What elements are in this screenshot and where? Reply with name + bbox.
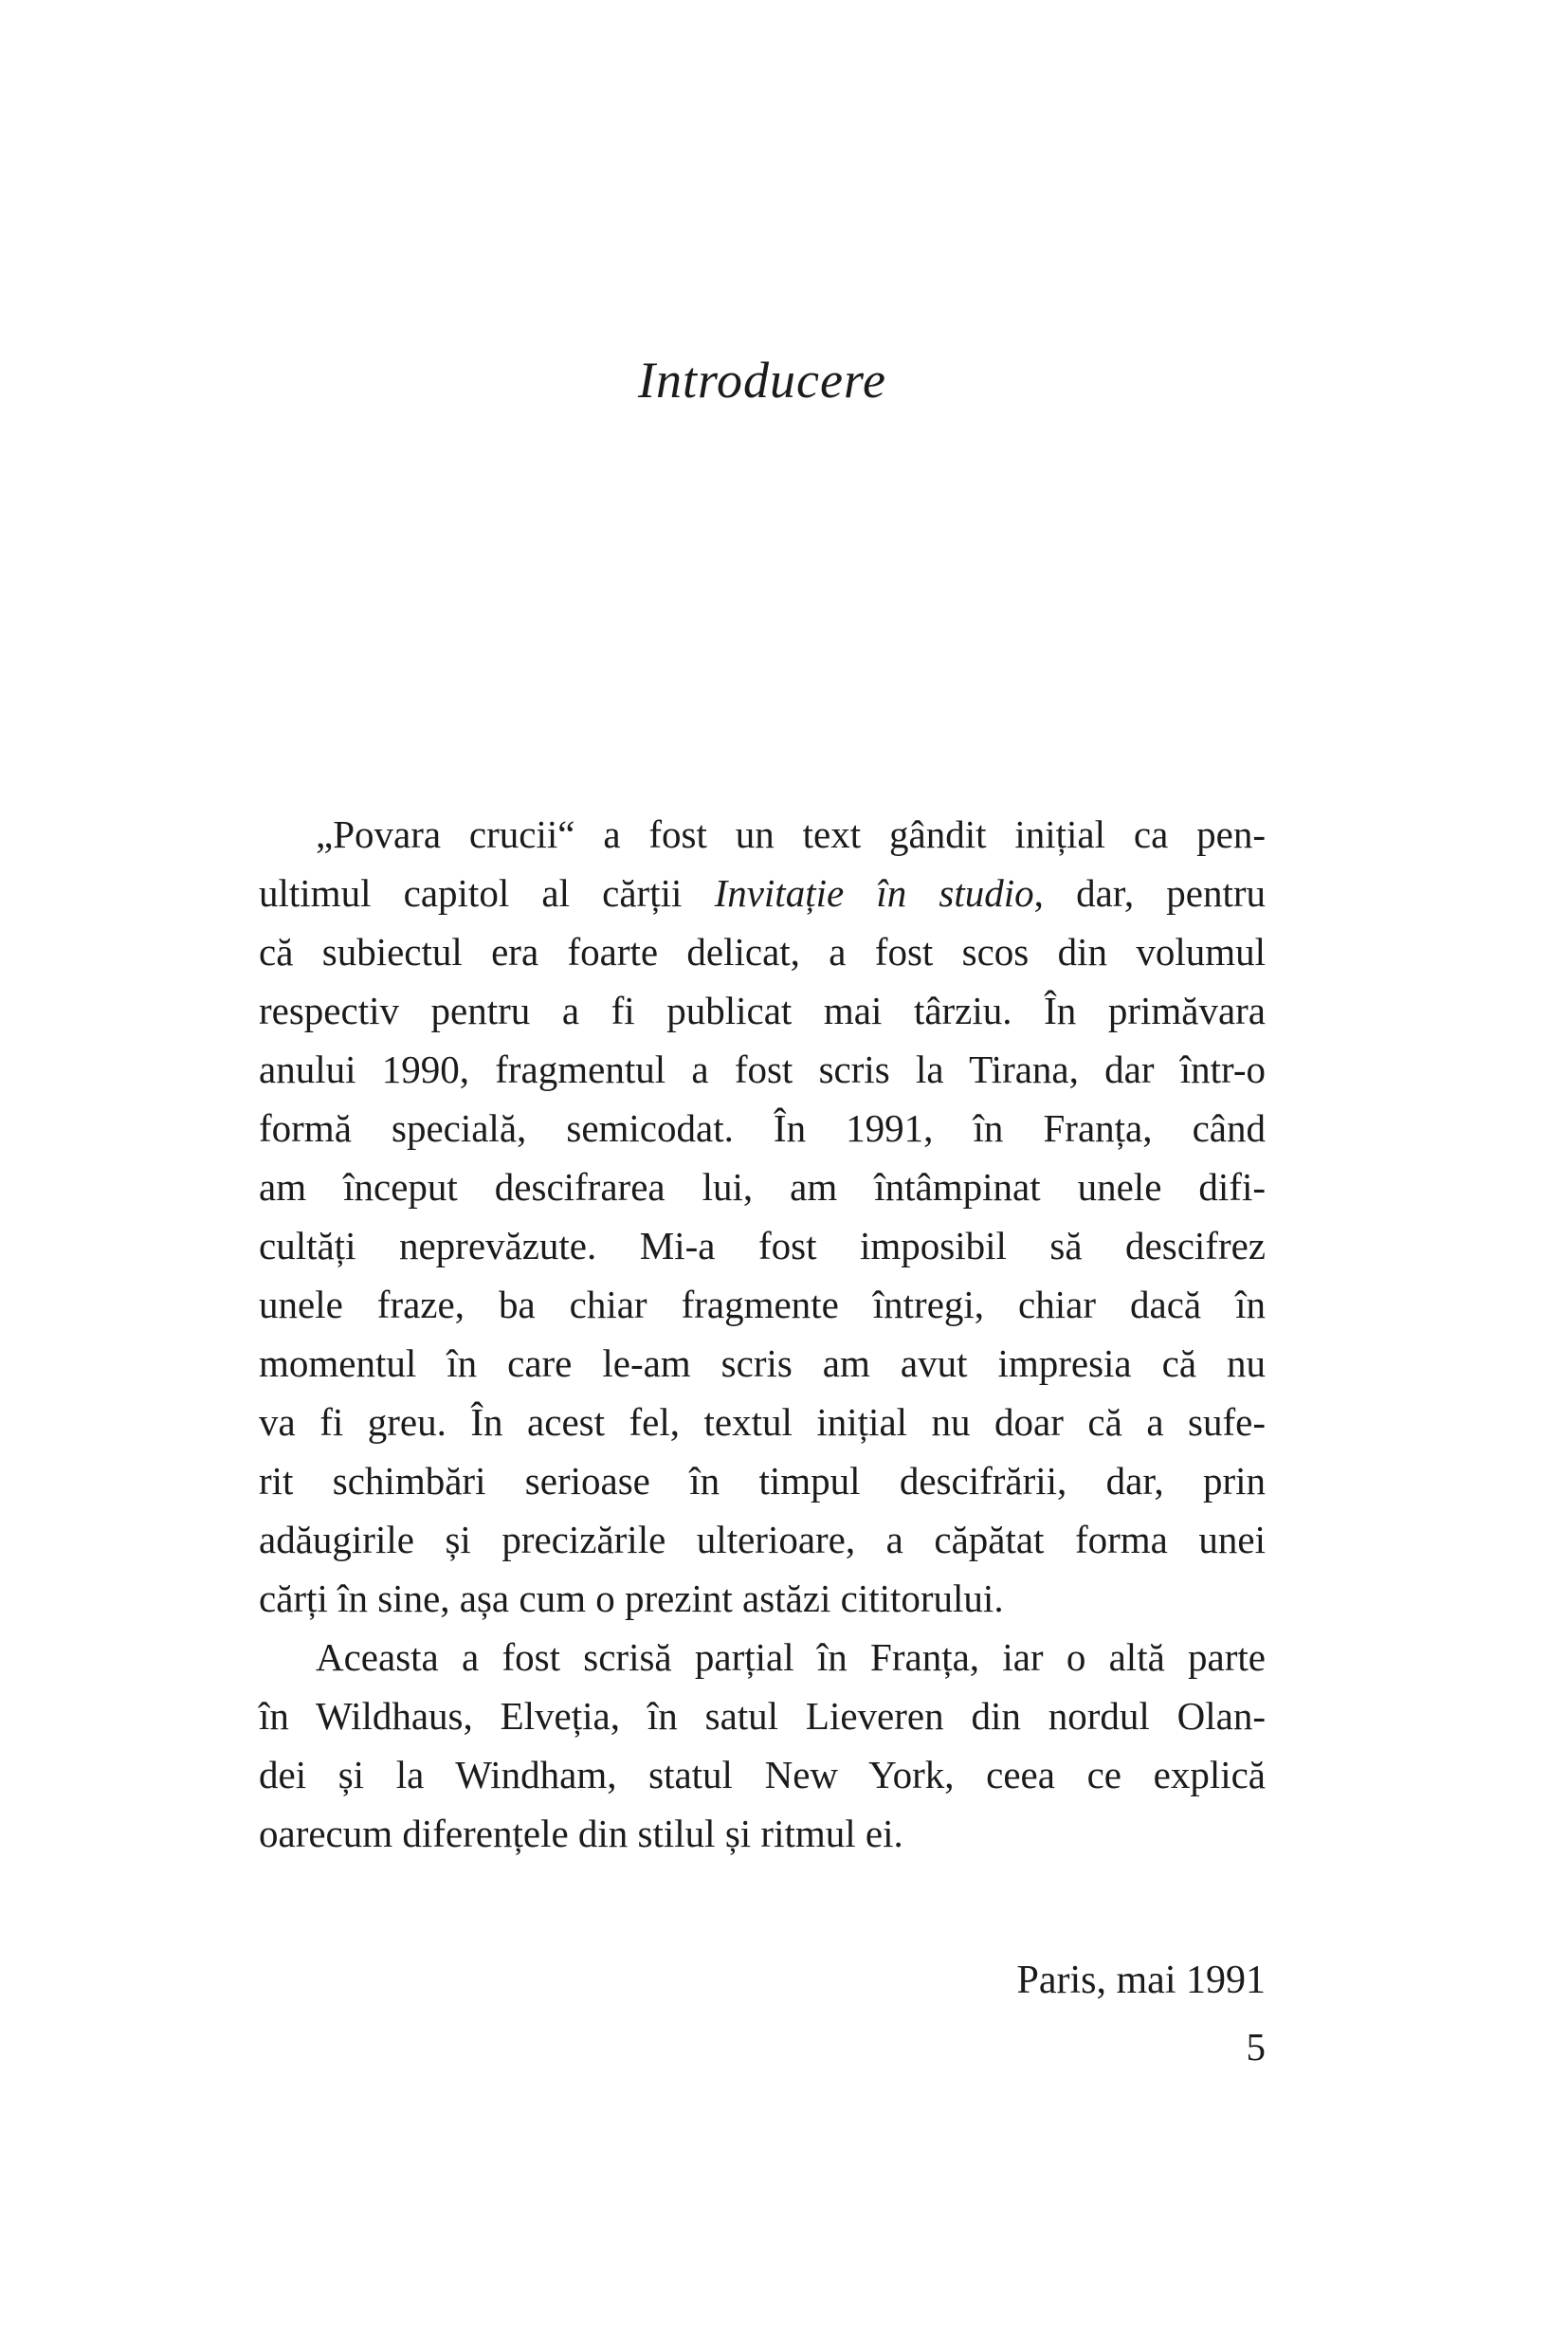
text-segment: ultimul capitol al cărții [259, 871, 715, 915]
text-segment: „Povara crucii“ a fost un text gândit inițial ca pen- [316, 812, 1266, 856]
text-line [259, 1157, 1266, 1216]
text-segment: în Wildhaus, Elveția, în satul Lieveren din nordul Olan- [259, 1694, 1266, 1738]
text-line [259, 1569, 1266, 1628]
text-segment: dei și la Windham, statul New York, ceea ce explică [259, 1753, 1266, 1796]
text-segment: respectiv pentru a fi publicat mai târziu. În primăvara [259, 989, 1266, 1032]
body-text [259, 805, 1266, 1863]
text-segment: cultăți neprevăzute. Mi-a fost imposibil să descifrez [259, 1224, 1266, 1267]
text-segment: momentul în care le-am scris am avut impresia că nu [259, 1341, 1266, 1385]
text-line [259, 1040, 1266, 1099]
text-segment: am început descifrarea lui, am întâmpinat unele difi- [259, 1165, 1266, 1209]
text-segment: rit schimbări serioase în timpul descifrării, dar, prin [259, 1459, 1266, 1503]
text-segment: formă specială, semicodat. În 1991, în Franța, când [259, 1106, 1266, 1150]
text-line [259, 1745, 1266, 1804]
text-segment: va fi greu. În acest fel, textul inițial nu doar că a sufe- [259, 1400, 1266, 1444]
paragraph [259, 1628, 1266, 1863]
text-line [259, 1628, 1266, 1686]
page-title: Introducere [638, 352, 886, 409]
text-segment: unele fraze, ba chiar fragmente întregi, chiar dacă în [259, 1283, 1266, 1326]
text-line [259, 1510, 1266, 1569]
text-line [259, 805, 1266, 864]
text-line [259, 1275, 1266, 1334]
text-line [259, 922, 1266, 981]
text-line [259, 864, 1266, 922]
text-line [259, 981, 1266, 1040]
text-segment: Aceasta a fost scrisă parțial în Franța, iar o altă parte [316, 1635, 1266, 1679]
text-segment: oarecum diferențele din stilul și ritmul ei. [259, 1812, 903, 1855]
italic-book-title: Invitație în studio [714, 871, 1034, 915]
text-line [259, 1451, 1266, 1510]
text-segment: că subiectul era foarte delicat, a fost scos din volumul [259, 930, 1266, 974]
signature-line: Paris, mai 1991 [1016, 1959, 1266, 2002]
text-segment: cărți în sine, așa cum o prezint astăzi cititorului. [259, 1576, 1004, 1620]
text-line [259, 1099, 1266, 1157]
text-line [259, 1393, 1266, 1451]
page-number: 5 [1246, 2025, 1266, 2069]
text-line [259, 1686, 1266, 1745]
text-segment: , dar, pentru [1033, 871, 1266, 915]
text-line [259, 1334, 1266, 1393]
text-segment: anului 1990, fragmentul a fost scris la Tirana, dar într-o [259, 1048, 1266, 1091]
text-line [259, 1216, 1266, 1275]
paragraph [259, 805, 1266, 1628]
text-line [259, 1804, 1266, 1863]
text-segment: adăugirile și precizările ulterioare, a căpătat forma unei [259, 1518, 1266, 1561]
